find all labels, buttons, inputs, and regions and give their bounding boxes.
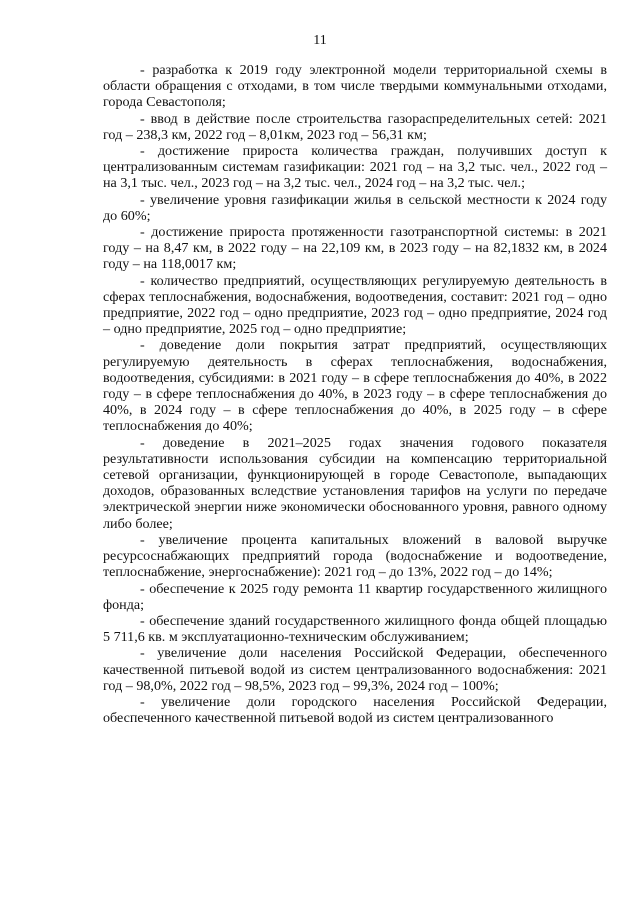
- paragraph-gas-access: - достижение прироста количества граждан, получивших доступ к централизованным системам газификации: 2021 год – на 3,2 тыс. чел., 2022 год – на 3,1 тыс. чел., 2023 год – на 3,2 тыс. чел., 2024 год – на 3,2 тыс. чел.;: [103, 143, 607, 192]
- paragraph-apartment-repair: - обеспечение к 2025 году ремонта 11 квартир государственного жилищного фонда;: [103, 580, 607, 613]
- paragraph-rural-gasification: - увеличение уровня газификации жилья в сельской местности к 2024 году до 60%;: [103, 191, 607, 224]
- paragraph-regulated-enterprises: - количество предприятий, осуществляющих регулируемую деятельность в сферах теплоснабжения, водоснабжения, водоотведения, составит: 2021 год – одно предприятие, 2022 год – одно предприятие, 2023 год – одно предприятие, 2024 год – одно предприятие, 2025 год – одно предприятие;: [103, 272, 607, 338]
- paragraph-drinking-water-population: - увеличение доли населения Российской Федерации, обеспеченного качественной питьевой водой из систем централизованного водоснабжения: 2021 год – 98,0%, 2022 год – 98,5%, 2023 год – 99,3%, 2024 год – 100%;: [103, 645, 607, 694]
- paragraph-building-maintenance: - обеспечение зданий государственного жилищного фонда общей площадью 5 711,6 кв. м эксплуатационно-техническим обслуживанием;: [103, 612, 607, 646]
- paragraph-gas-transport-length: - достижение прироста протяженности газотранспортной системы: в 2021 году – на 8,47 км, в 2022 году – на 22,109 км, в 2023 году – на 82,1832 км, в 2024 году – на 118,0017 км;: [103, 224, 607, 273]
- document-body: [103, 62, 607, 726]
- paragraph-capital-investment: - увеличение процента капитальных вложений в валовой выручке ресурсоснабжающих предприятий города (водоснабжение и водоотведение, теплоснабжение, энергоснабжение): 2021 год – до 13%, 2022 год – до 14%;: [103, 531, 607, 581]
- paragraph-gas-networks: - ввод в действие после строительства газораспределительных сетей: 2021 год – 238,3 км, 2022 год – 8,01км, 2023 год – 56,31 км;: [103, 110, 607, 143]
- page-number: 11: [313, 33, 327, 48]
- paragraph-cost-coverage: - доведение доли покрытия затрат предприятий, осуществляющих регулируемую деятельность в сферах теплоснабжения, водоснабжения, водоотведения, субсидиями: в 2021 году – в сфере теплоснабжения до 40%, в 2022 году – в сфере теплоснабжения до 40%, в 2023 году – в сфере теплоснабжения до 40%, в 2024 году – в сфере теплоснабжения до 40%, в 2025 году – в сфере теплоснабжения до 40%;: [103, 337, 607, 435]
- paragraph-drinking-water-urban: - увеличение доли городского населения Российской Федерации, обеспеченного качественной питьевой водой из систем централизованного: [103, 693, 607, 727]
- paragraph-electronic-model: - разработка к 2019 году электронной модели территориальной схемы в области обращения с отходами, в том числе твердыми коммунальными отходами, города Севастополя;: [103, 62, 607, 111]
- paragraph-subsidy-indicator: - доведение в 2021–2025 годах значения годового показателя результативности использования субсидии на компенсацию территориальной сетевой организации, функционирующей в городе Севастополе, выпадающих доходов, образованных вследствие установления тарифов на услуги по передаче электрической энергии ниже экономически обоснованного уровня, равного одному либо более;: [103, 434, 607, 532]
